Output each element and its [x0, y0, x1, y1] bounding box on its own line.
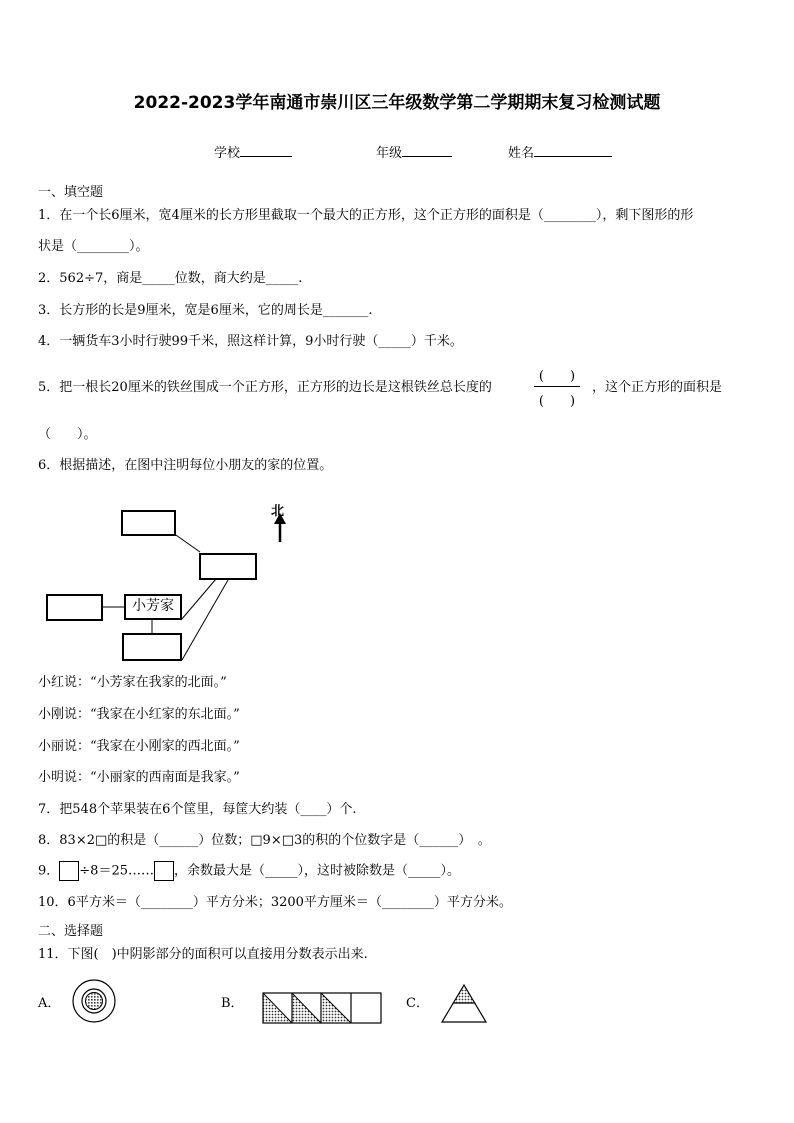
option-c-figure[interactable]	[440, 983, 490, 1025]
north-label: 北	[271, 504, 285, 519]
shaded-triangle-top	[453, 985, 475, 1003]
question-3: 3．长方形的长是9厘米，宽是6厘米，它的周长是_______.	[38, 303, 373, 318]
xiaofang-house-label: 小芳家	[132, 598, 174, 614]
connector-line	[181, 579, 216, 620]
statement-xiaoli: 小丽说：“我家在小刚家的西北面。”	[38, 739, 240, 754]
house-box-left[interactable]	[46, 594, 103, 621]
shaded-circle	[86, 993, 103, 1010]
remainder-box[interactable]	[154, 861, 174, 881]
fraction-denominator[interactable]: ( )	[538, 394, 576, 409]
statement-xiaohong: 小红说：“小芳家在我家的北面。”	[38, 675, 227, 690]
house-box-bottom[interactable]	[122, 633, 182, 661]
question-2: 2．562÷7，商是_____位数，商大约是_____.	[38, 271, 303, 286]
section-fill-blank-heading: 一、填空题	[38, 185, 104, 200]
question-9-number: 9．	[38, 863, 60, 879]
xiaofang-house-box	[124, 594, 182, 620]
question-5-line-1-end: ，这个正方形的面积是	[592, 380, 723, 395]
house-box-right[interactable]	[199, 553, 257, 580]
question-5-line-2: （ ）。	[38, 427, 97, 442]
grade-blank[interactable]	[402, 156, 452, 157]
question-9-rest: ，余数最大是（_____），这时被除数是（_____）。	[174, 863, 461, 879]
name-label: 姓名	[508, 146, 535, 161]
grade-label: 年级	[376, 146, 403, 161]
question-5-fraction	[532, 365, 582, 409]
question-1-line-1: 1．在一个长6厘米，宽4厘米的长方形里截取一个最大的正方形，这个正方形的面积是（________），剩下图形的形	[38, 208, 694, 223]
school-field	[214, 142, 292, 161]
option-a-label[interactable]: A．	[38, 996, 61, 1011]
name-field	[508, 142, 612, 161]
question-5-line-1: 5．把一根长20厘米的铁丝围成一个正方形，正方形的边长是这根铁丝总长度的	[38, 380, 492, 395]
house-box-top[interactable]	[121, 510, 176, 536]
school-blank[interactable]	[240, 156, 292, 157]
question-10: 10．6平方米＝（________）平方分米；3200平方厘米＝（________）平方分米。	[38, 895, 512, 910]
option-b-figure[interactable]	[262, 992, 384, 1026]
grade-field	[376, 142, 452, 161]
question-4: 4．一辆货车3小时行驶99千米，照这样计算，9小时行驶（_____）千米。	[38, 334, 463, 349]
option-c-label[interactable]: C．	[406, 996, 429, 1011]
question-7: 7．把548个苹果装在6个筐里，每筐大约装（____）个.	[38, 802, 357, 817]
question-11: 11．下图( )中阴影部分的面积可以直接用分数表示出来.	[38, 947, 368, 962]
statement-xiaogang: 小刚说：“我家在小红家的东北面。”	[38, 707, 240, 722]
question-9-equation: ÷8＝25……	[79, 863, 154, 879]
question-1-line-2: 状是（________）。	[38, 239, 149, 254]
fraction-bar	[534, 386, 580, 387]
option-b-label[interactable]: B．	[221, 996, 244, 1011]
option-a-figure[interactable]	[70, 978, 118, 1024]
dividend-box[interactable]	[59, 861, 79, 881]
question-8: 8．83×2□的积是（______）位数；□9×□3的积的个位数字是（______） 。	[38, 833, 491, 848]
connector-line	[173, 533, 200, 552]
name-blank[interactable]	[534, 156, 612, 157]
school-label: 学校	[214, 146, 241, 161]
question-9	[38, 861, 460, 881]
fraction-numerator[interactable]: ( )	[538, 369, 576, 384]
question-6: 6．根据描述，在图中注明每位小朋友的家的位置。	[38, 458, 333, 473]
statement-xiaoming: 小明说：“小丽家的西南面是我家。”	[38, 770, 240, 785]
page-title: 2022-2023学年南通市崇川区三年级数学第二学期期末复习检测试题	[133, 93, 661, 113]
section-choice-heading: 二、选择题	[38, 924, 104, 939]
